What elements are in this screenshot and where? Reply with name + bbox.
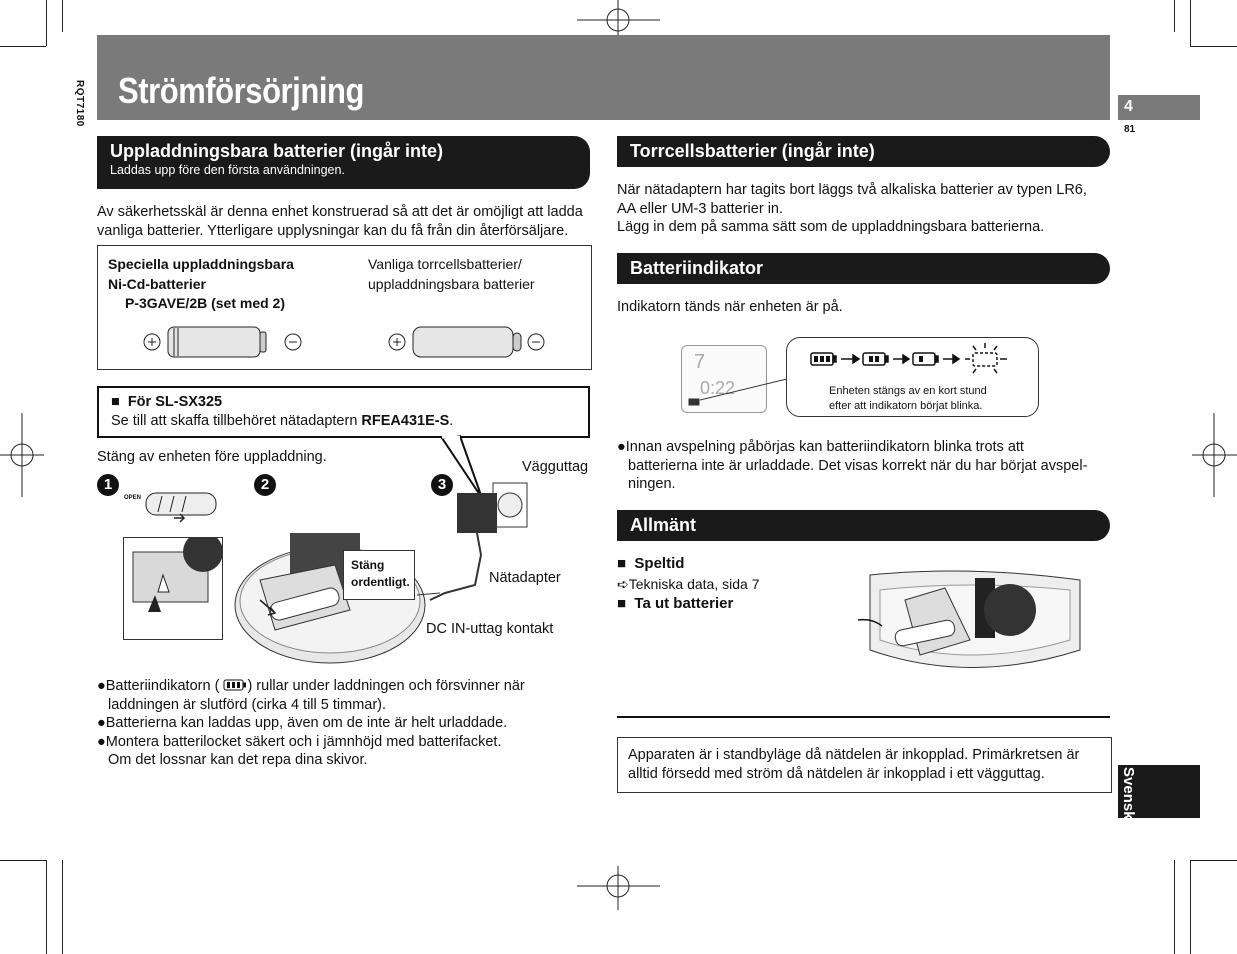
- page-tab-label: 4: [1124, 98, 1133, 115]
- general-list: [617, 554, 759, 614]
- indicator-bullet: ●Innan avspelning påbörjas kan batteriindikatorn blinka trots att batterierna inte är urladdade. Det visas korrekt när du har börjat avspel- ningen.: [617, 439, 1088, 492]
- open-label: OPEN: [124, 495, 142, 501]
- indicator-section-header: [617, 253, 1110, 284]
- battery-comparison-table: [97, 245, 592, 370]
- lcd-track-number: 7: [694, 351, 706, 373]
- divider: [617, 716, 1110, 718]
- indicator-text: Indikatorn tänds när enheten är på.: [617, 299, 843, 315]
- battery-removal-illustration: [850, 570, 1090, 680]
- ac-adapter-illustration: [415, 475, 535, 635]
- rechargeable-subheading: Laddas upp före den första användningen.: [110, 163, 345, 177]
- dry-cell-text: När nätadaptern har tagits bort läggs två alkaliska batterier av typen LR6, AA eller UM-3 batterier in. Lägg in dem på samma sätt som de uppladdningsbara batterierna.: [617, 182, 1087, 235]
- step-3-marker: 3: [431, 474, 453, 496]
- callout-line: [700, 355, 800, 405]
- language-tab: [1118, 765, 1200, 828]
- indicator-caption: Enheten stängs av en kort stund efter att indikatorn börjat blinka.: [829, 385, 987, 412]
- square-bullet-icon: ■: [617, 595, 627, 612]
- regular-battery-icon: [383, 324, 553, 360]
- rechargeable-section-header: [97, 136, 590, 189]
- regular-battery-label: Vanliga torrcellsbatterier/ uppladdningsbara batterier: [368, 256, 535, 292]
- battery-insert-detail: [123, 537, 223, 640]
- lcd-time: 0:22: [700, 378, 736, 398]
- dc-in-label: DC IN-uttag kontakt: [426, 621, 554, 637]
- indicator-sequence-box: [786, 337, 1039, 417]
- page-tab: [1118, 95, 1200, 120]
- square-bullet-icon: ■: [111, 394, 120, 410]
- indicator-heading: Batteriindikator: [630, 258, 764, 278]
- model-note-title: ■ För SL-SX325: [111, 394, 223, 410]
- page-number: 81: [1124, 124, 1136, 135]
- arrow-reference-icon: ➪: [617, 576, 629, 592]
- bullet-item: ●Batterierna kan laddas upp, även om de inte är helt urladdade.: [97, 715, 508, 731]
- charging-instruction: Stäng av enheten före uppladdning.: [97, 449, 327, 465]
- dry-cell-heading: Torrcellsbatterier (ingår inte): [630, 141, 875, 161]
- square-bullet-icon: ■: [617, 555, 627, 572]
- bullet-item: ●Batteriindikatorn ( ) rullar under laddningen och försvinner när: [97, 678, 525, 694]
- step-2-marker: 2: [254, 474, 276, 496]
- rechargeable-heading: Uppladdningsbara batterier (ingår inte): [110, 141, 444, 161]
- special-battery-label: Speciella uppladdningsbara Ni-Cd-batterier P-3GAVE/2B (set med 2): [108, 256, 294, 311]
- step-1-marker: 1: [97, 474, 119, 496]
- bullet-list-charging: ●Batteriindikatorn ( ) rullar under laddningen och försvinner när laddningen är slutförd (cirka 4 till 5 timmar). ●Batterierna kan laddas upp, även om de inte är helt urladdade. ●Montera batterilocket säkert och i jämnhöjd med batterifacket. Om det lossnar kan det repa dina skivor.: [97, 677, 597, 770]
- model-note-text: Se till att skaffa tillbehöret nätadaptern RFEA431E-S.: [111, 413, 454, 429]
- document-code: RQT7180: [74, 80, 85, 127]
- close-properly-label: Stäng ordentligt.: [343, 550, 415, 600]
- battery-sequence-icons: [807, 342, 1017, 378]
- general-section-header: [617, 510, 1110, 541]
- general-heading: Allmänt: [630, 515, 697, 535]
- remove-batteries-item: Ta ut batterier: [634, 595, 734, 612]
- battery-indicator-icon: [223, 679, 247, 691]
- rechargeable-intro: Av säkerhetsskäl är denna enhet konstruerad så att det är omöjligt att ladda vanliga batterier. Ytterligare upplysningar kan du få från din återförsäljare.: [97, 204, 583, 239]
- bullet-item: ●Montera batterilocket säkert och i jämnhöjd med batterifacket.: [97, 733, 502, 750]
- rechargeable-battery-icon: [138, 324, 308, 360]
- wall-outlet-label: Vägguttag: [522, 459, 589, 475]
- dry-cell-section-header: [617, 136, 1110, 167]
- play-time-item: Speltid: [634, 555, 685, 572]
- model-note-box: [97, 386, 590, 438]
- standby-notice-text: Apparaten är i standbyläge då nätdelen är inkopplad. Primärkretsen är alltid försedd med ström då nätdelen är inkopplad i ett vägguttag.: [628, 747, 1080, 782]
- standby-notice-box: [617, 737, 1112, 793]
- adapter-label: Nätadapter: [489, 570, 561, 586]
- page-title: Strömförsörjning: [118, 70, 364, 111]
- play-time-reference: Tekniska data, sida 7: [628, 576, 760, 592]
- open-lid-illustration: [122, 487, 222, 527]
- language-label: Svenska: [1120, 767, 1137, 828]
